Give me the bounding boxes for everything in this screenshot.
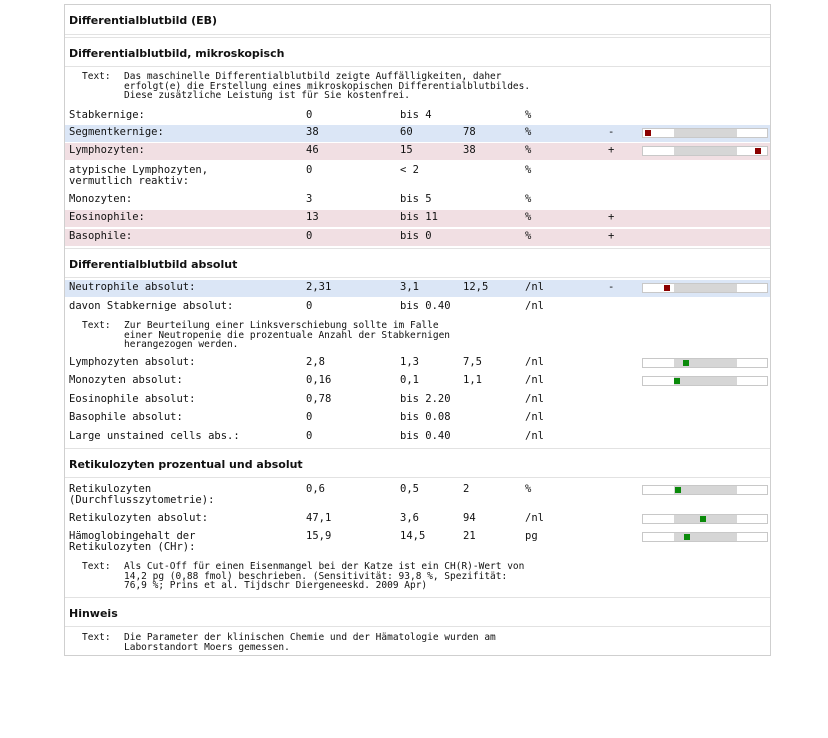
section-title: Differentialblutbild (EB) bbox=[65, 5, 770, 35]
result-row bbox=[65, 192, 770, 209]
param-value: 47,1 bbox=[306, 512, 332, 524]
param-value: 2,31 bbox=[306, 281, 332, 293]
reference-range-bar bbox=[642, 358, 768, 368]
reference-range-bar bbox=[642, 376, 768, 386]
note-line: 14,2 pg (0,88 fmol) beschrieben. (Sensitivität: 93,8 %, Spezifität: bbox=[124, 570, 508, 582]
ref-low: 3,6 bbox=[400, 512, 419, 524]
note-label: Text: bbox=[82, 71, 111, 82]
note-line: Das maschinelle Differentialblutbild zeigte Auffälligkeiten, daher bbox=[124, 71, 502, 82]
result-row bbox=[65, 280, 770, 297]
ref-low: bis 5 bbox=[400, 193, 432, 205]
param-name: davon Stabkernige absolut: bbox=[69, 300, 234, 312]
result-row bbox=[65, 229, 770, 246]
param-name: Large unstained cells abs.: bbox=[69, 430, 240, 442]
reference-range-bar bbox=[642, 146, 768, 156]
note-label: Text: bbox=[82, 320, 111, 331]
result-row bbox=[65, 482, 770, 506]
ref-low: 15 bbox=[400, 144, 413, 156]
param-value: 38 bbox=[306, 126, 319, 138]
result-row bbox=[65, 511, 770, 528]
param-value: 0 bbox=[306, 300, 313, 312]
flag: + bbox=[608, 144, 615, 156]
note-text bbox=[82, 321, 450, 350]
value-marker bbox=[700, 516, 706, 522]
param-name: Segmentkernige: bbox=[69, 126, 164, 138]
param-value: 3 bbox=[306, 193, 313, 205]
ref-high: 1,1 bbox=[463, 374, 482, 386]
param-name: Stabkernige: bbox=[69, 109, 145, 121]
value-marker bbox=[755, 148, 761, 154]
param-unit: /nl bbox=[525, 411, 544, 423]
note-line: 76,9 %; Prins et al. Tijdschr Diergeneeskd. 2009 Apr) bbox=[124, 580, 428, 591]
reference-zone bbox=[674, 147, 737, 155]
ref-high: 38 bbox=[463, 144, 476, 156]
result-row bbox=[65, 125, 770, 142]
param-name: Retikulozyten (Durchflusszytometrie): bbox=[69, 483, 215, 506]
value-marker bbox=[674, 378, 680, 384]
param-unit: /nl bbox=[525, 512, 544, 524]
ref-low: bis 0.40 bbox=[400, 300, 451, 312]
param-value: 15,9 bbox=[306, 530, 332, 542]
param-name: Basophile absolut: bbox=[69, 411, 183, 423]
param-value: 2,8 bbox=[306, 356, 325, 368]
result-row bbox=[65, 108, 770, 125]
param-value: 0,78 bbox=[306, 393, 332, 405]
value-marker bbox=[683, 360, 689, 366]
result-row bbox=[65, 429, 770, 446]
result-row bbox=[65, 373, 770, 390]
ref-low: 1,3 bbox=[400, 356, 419, 368]
result-row bbox=[65, 210, 770, 227]
ref-low: 0,5 bbox=[400, 483, 419, 495]
ref-low: 0,1 bbox=[400, 374, 419, 386]
note-line: erfolgt(e) die Erstellung eines mikroskopischen Differentialblutbildes. bbox=[124, 80, 531, 92]
value-marker bbox=[664, 285, 670, 291]
param-unit: % bbox=[525, 164, 532, 176]
reference-range-bar bbox=[642, 532, 768, 542]
param-unit: /nl bbox=[525, 430, 544, 442]
ref-low: bis 0.40 bbox=[400, 430, 451, 442]
section-title: Retikulozyten prozentual und absolut bbox=[65, 448, 770, 478]
result-row bbox=[65, 163, 770, 187]
section-title: Hinweis bbox=[65, 597, 770, 627]
param-unit: pg bbox=[525, 530, 538, 542]
param-name: atypische Lymphozyten, vermutlich reaktiv: bbox=[69, 164, 209, 187]
param-value: 0 bbox=[306, 109, 313, 121]
ref-low: 60 bbox=[400, 126, 413, 138]
param-name: Lymphozyten: bbox=[69, 144, 145, 156]
param-unit: % bbox=[525, 483, 532, 495]
result-row bbox=[65, 299, 770, 316]
reference-range-bar bbox=[642, 514, 768, 524]
lab-report bbox=[64, 4, 771, 656]
ref-low: 14,5 bbox=[400, 530, 426, 542]
param-unit: % bbox=[525, 126, 532, 138]
value-marker bbox=[645, 130, 651, 136]
flag: + bbox=[608, 211, 615, 223]
param-name: Eosinophile absolut: bbox=[69, 393, 196, 405]
param-name: Monozyten absolut: bbox=[69, 374, 183, 386]
section-title: Differentialblutbild, mikroskopisch bbox=[65, 37, 770, 67]
ref-high: 12,5 bbox=[463, 281, 489, 293]
note-line: Laborstandort Moers gemessen. bbox=[124, 641, 290, 653]
param-value: 0 bbox=[306, 411, 313, 423]
ref-low: bis 0.08 bbox=[400, 411, 451, 423]
result-row bbox=[65, 392, 770, 409]
flag: - bbox=[608, 281, 615, 293]
reference-zone bbox=[674, 284, 737, 292]
reference-range-bar bbox=[642, 128, 768, 138]
ref-low: < 2 bbox=[400, 164, 419, 176]
param-name: Lymphozyten absolut: bbox=[69, 356, 196, 368]
reference-range-bar bbox=[642, 283, 768, 293]
param-name: Eosinophile: bbox=[69, 211, 145, 223]
param-unit: /nl bbox=[525, 374, 544, 386]
ref-low: bis 2.20 bbox=[400, 393, 451, 405]
param-name: Hämoglobingehalt der Retikulozyten (CHr): bbox=[69, 530, 196, 553]
note-text bbox=[82, 633, 496, 652]
reference-zone bbox=[674, 377, 737, 385]
result-row bbox=[65, 143, 770, 160]
param-value: 46 bbox=[306, 144, 319, 156]
param-name: Retikulozyten absolut: bbox=[69, 512, 209, 524]
ref-high: 94 bbox=[463, 512, 476, 524]
result-row bbox=[65, 410, 770, 427]
param-name: Basophile: bbox=[69, 230, 133, 242]
param-unit: /nl bbox=[525, 393, 544, 405]
result-row bbox=[65, 355, 770, 372]
flag: + bbox=[608, 230, 615, 242]
param-value: 0,6 bbox=[306, 483, 325, 495]
param-value: 0 bbox=[306, 230, 313, 242]
param-unit: /nl bbox=[525, 300, 544, 312]
note-text bbox=[82, 562, 524, 591]
ref-low: bis 11 bbox=[400, 211, 438, 223]
param-value: 0,16 bbox=[306, 374, 332, 386]
param-unit: /nl bbox=[525, 281, 544, 293]
note-line: herangezogen werden. bbox=[124, 339, 239, 350]
reference-zone bbox=[674, 486, 737, 494]
param-unit: % bbox=[525, 144, 532, 156]
reference-range-bar bbox=[642, 485, 768, 495]
param-value: 0 bbox=[306, 430, 313, 442]
flag: - bbox=[608, 126, 615, 138]
note-line: Zur Beurteilung einer Linksverschiebung sollte im Falle bbox=[124, 320, 439, 331]
note-line: Als Cut-Off für einen Eisenmangel bei der Katze ist ein CH(R)-Wert von bbox=[124, 561, 525, 572]
note-line: Die Parameter der klinischen Chemie und der Hämatologie wurden am bbox=[124, 632, 496, 643]
note-line: einer Neutropenie die prozentuale Anzahl der Stabkernigen bbox=[124, 329, 451, 341]
reference-zone bbox=[674, 129, 737, 137]
param-unit: /nl bbox=[525, 356, 544, 368]
value-marker bbox=[684, 534, 690, 540]
value-marker bbox=[675, 487, 681, 493]
ref-high: 78 bbox=[463, 126, 476, 138]
note-label: Text: bbox=[82, 632, 111, 643]
param-name: Neutrophile absolut: bbox=[69, 281, 196, 293]
ref-high: 2 bbox=[463, 483, 470, 495]
note-text bbox=[82, 72, 530, 101]
ref-high: 21 bbox=[463, 530, 476, 542]
param-unit: % bbox=[525, 193, 532, 205]
section-title: Differentialblutbild absolut bbox=[65, 248, 770, 278]
param-unit: % bbox=[525, 230, 532, 242]
note-label: Text: bbox=[82, 561, 111, 572]
ref-low: bis 4 bbox=[400, 109, 432, 121]
param-value: 0 bbox=[306, 164, 313, 176]
note-line: Diese zusätzliche Leistung ist für Sie kostenfrei. bbox=[124, 90, 410, 101]
param-unit: % bbox=[525, 211, 532, 223]
param-name: Monozyten: bbox=[69, 193, 133, 205]
param-unit: % bbox=[525, 109, 532, 121]
param-value: 13 bbox=[306, 211, 319, 223]
ref-high: 7,5 bbox=[463, 356, 482, 368]
ref-low: 3,1 bbox=[400, 281, 419, 293]
result-row bbox=[65, 529, 770, 553]
ref-low: bis 0 bbox=[400, 230, 432, 242]
